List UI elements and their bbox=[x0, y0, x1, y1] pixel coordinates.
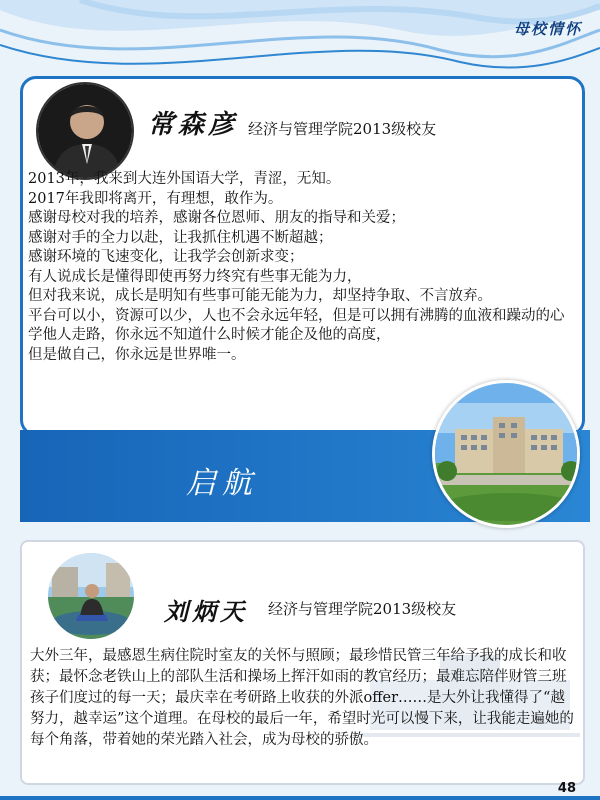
paragraph: 但对我来说，成长是明知有些事可能无能为力，却坚持争取、不言放弃。 bbox=[28, 288, 492, 304]
profile-text-2 bbox=[30, 646, 578, 751]
footer-divider bbox=[0, 796, 600, 800]
campus-photo bbox=[432, 380, 580, 528]
paragraph: 平台可以小，资源可以少，人也不会永远年轻，但是可以拥有沸腾的血液和躁动的心 bbox=[28, 307, 565, 324]
paragraph: 但是做自己，你永远是世界唯一。 bbox=[28, 346, 246, 363]
paragraph: 有人说成长是懂得即使再努力终究有些事无能为力， bbox=[28, 268, 362, 285]
alumnus-name-2: 刘炳天 bbox=[164, 597, 248, 626]
paragraph: 2013年，我来到大连外国语大学，青涩，无知。 bbox=[28, 171, 341, 187]
paragraph: 学他人走路，你永远不知道什么时候才能企及他的高度， bbox=[28, 327, 391, 343]
alumnus-affiliation-1: 经济与管理学院2013级校友 bbox=[248, 120, 437, 138]
paragraph: 感谢环境的飞速变化，让我学会创新求变； bbox=[28, 249, 304, 265]
section-tag: 母校情怀 bbox=[513, 20, 582, 38]
paragraph: 2017年我即将离开，有理想，敢作为。 bbox=[28, 190, 283, 207]
paragraph: 感谢对手的全力以赴，让我抓住机遇不断超越； bbox=[28, 229, 333, 246]
avatar-photo-1 bbox=[36, 82, 134, 180]
banner-title: 启航 bbox=[186, 466, 258, 501]
page-number: 48 bbox=[557, 781, 576, 796]
avatar-photo-2 bbox=[48, 553, 134, 639]
alumnus-name-1: 常森彦 bbox=[148, 110, 239, 140]
paragraph: 大外三年，最感恩生病住院时室友的关怀与照顾；最珍惜民管三年给予我的成长和收获；最怀念老铁山上的部队生活和操场上挥汗如雨的教官经历；最难忘陪伴财管三班孩子们度过的每一天；最庆幸在考研路上收获的外派offer……是大外让我懂得了“越努力，越幸运”这个道理。在母校的最后一年，希望时光可以慢下来，让我能走遍她的每个角落，带着她的荣光踏入社会，成为母校的骄傲。 bbox=[30, 648, 574, 748]
paragraph: 感谢母校对我的培养，感谢各位恩师、朋友的指导和关爱； bbox=[28, 210, 405, 226]
profile-text-1 bbox=[28, 170, 573, 365]
alumnus-affiliation-2: 经济与管理学院2013级校友 bbox=[268, 600, 457, 618]
